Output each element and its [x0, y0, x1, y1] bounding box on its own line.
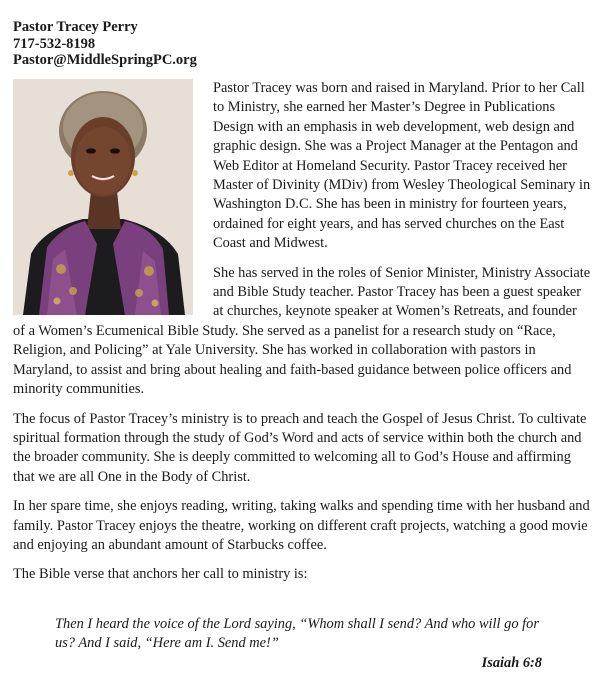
email-address: Pastor@MiddleSpringPC.org: [13, 52, 197, 68]
bible-verse: Then I heard the voice of the Lord saying, “Whom shall I send? And who will go for us? And I said, “Here am I. Send me!”: [55, 616, 539, 652]
pastor-name: Pastor Tracey Perry: [13, 19, 138, 35]
bio-paragraph-4: In her spare time, she enjoys reading, writing, taking walks and spending time with her husband and family. Pastor Tracey enjoys the theatre, working on different craft projects, watching a good movie and enjoying an abundant amount of Starbucks coffee.: [13, 498, 590, 553]
bio-paragraph-2: She has served in the roles of Senior Minister, Ministry Associate and Bible Study teacher. Pastor Tracey has been a guest speaker at churches, keynote speaker at Women’s Retreats, and founder of a Women’s Ecumenical Bible Study. She served as a panelist for a research study on “Race, Religion, and Policing” at Yale University. She has worked in collaboration with pastors in Maryland, to assist and bring about healing and faith-based guidance between police officers and minority communities.: [13, 264, 591, 398]
verse-reference: Isaiah 6:8: [481, 655, 542, 671]
verse-intro: The Bible verse that anchors her call to ministry is:: [13, 566, 308, 583]
bio-paragraph-3: The focus of Pastor Tracey’s ministry is to preach and teach the Gospel of Jesus Christ. To cultivate spiritual formation through the study of God’s Word and acts of service within both the church and the broader community. She is deeply committed to welcoming all to God’s House and affirming that we are all One in the Body of Christ.: [13, 410, 587, 485]
contact-header: [13, 19, 197, 69]
bio-paragraph-1: Pastor Tracey was born and raised in Maryland. Prior to her Call to Ministry, she earned her Master’s Degree in Publications Design with an emphasis in web development, web design and graphic design. She was a Project Manager at the Pentagon and Web Editor at Homeland Security. Pastor Tracey received her Master of Divinity (MDiv) from Wesley Theological Seminary in Washington D.C. She has been in ministry for fourteen years, ordained for eight years, and has served churches on the East Coast and Midwest.: [213, 80, 591, 252]
phone-number: 717-532-8198: [13, 35, 96, 52]
pastor-portrait-photo: [13, 79, 193, 315]
